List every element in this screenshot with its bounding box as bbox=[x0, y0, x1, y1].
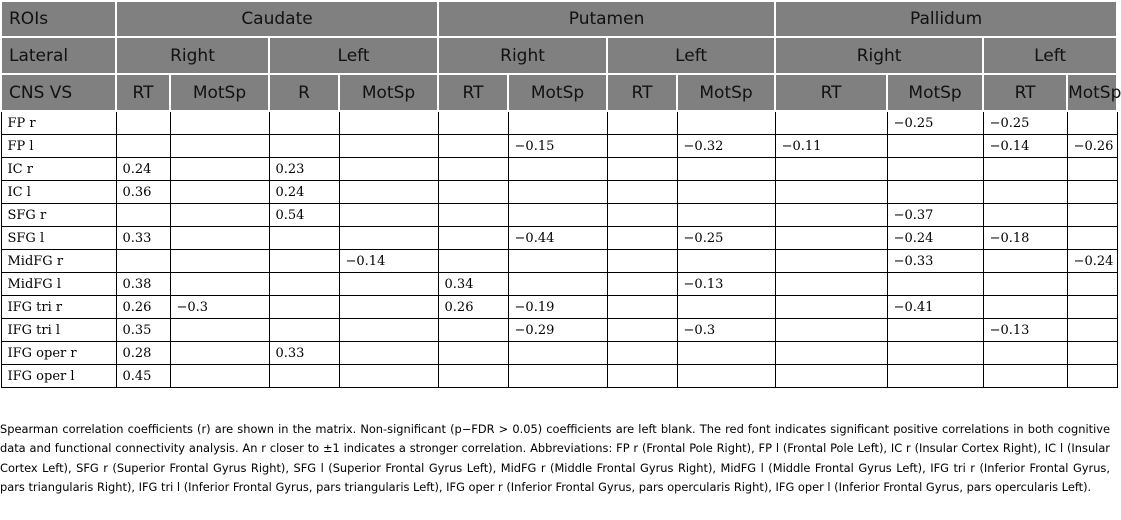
table-cell bbox=[438, 135, 508, 158]
table-cell bbox=[438, 158, 508, 181]
table-cell bbox=[677, 204, 775, 227]
table-row bbox=[1, 296, 1117, 319]
header-measure: MotSp bbox=[339, 74, 438, 111]
table-cell: −0.25 bbox=[677, 227, 775, 250]
table-cell: −0.15 bbox=[508, 135, 607, 158]
header-measure: MotSp bbox=[677, 74, 775, 111]
table-cell: −0.3 bbox=[677, 319, 775, 342]
table-cell: −0.19 bbox=[508, 296, 607, 319]
table-cell bbox=[775, 227, 887, 250]
header-measure: RT bbox=[116, 74, 170, 111]
table-row bbox=[1, 227, 1117, 250]
table-cell: −0.44 bbox=[508, 227, 607, 250]
table-cell bbox=[170, 365, 269, 388]
header-measure: R bbox=[269, 74, 339, 111]
header-rois: ROIs bbox=[1, 1, 116, 37]
table-cell bbox=[607, 273, 677, 296]
table-cell bbox=[775, 296, 887, 319]
table-cell: 0.33 bbox=[116, 227, 170, 250]
table-footnote: Spearman correlation coefficients (r) are shown in the matrix. Non-significant (p−FDR > 0.05) coefficients are left blank. The red font indicates significant positive correlations in both cognitive data and functional connectivity analysis. An r closer to ±1 indicates a stronger correlation. Abbreviations: FP r (Frontal Pole Right), FP l (Frontal Pole Left), IC r (Insular Cortex Right), IC l (Insular Cortex Left), SFG r (Superior Frontal Gyrus Right), SFG l (Superior Frontal Gyrus Left), MidFG r (Middle Frontal Gyrus Right), MidFG l (Middle Frontal Gyrus Left), IFG tri r (Inferior Frontal Gyrus, pars triangularis Right), IFG tri l (Inferior Frontal Gyrus, pars triangularis Left), IFG oper r (Inferior Frontal Gyrus, pars opercularis Right), IFG oper l (Inferior Frontal Gyrus, pars opercularis Left). bbox=[0, 422, 1110, 495]
table-row bbox=[1, 204, 1117, 227]
table-cell bbox=[116, 111, 170, 135]
table-cell bbox=[508, 111, 607, 135]
row-label: IFG tri l bbox=[1, 319, 116, 342]
table-cell bbox=[887, 319, 983, 342]
table-row bbox=[1, 273, 1117, 296]
table-cell bbox=[983, 158, 1067, 181]
table-cell: −0.37 bbox=[887, 204, 983, 227]
table-cell: −0.13 bbox=[983, 319, 1067, 342]
table-cell bbox=[1067, 342, 1117, 365]
table-cell bbox=[887, 181, 983, 204]
row-label: SFG r bbox=[1, 204, 116, 227]
table-cell: −0.41 bbox=[887, 296, 983, 319]
table-cell bbox=[438, 204, 508, 227]
table-body bbox=[1, 111, 1117, 388]
header-putamen-left: Left bbox=[607, 37, 775, 74]
table-cell bbox=[983, 296, 1067, 319]
table-cell bbox=[438, 181, 508, 204]
table-cell bbox=[170, 111, 269, 135]
table-cell bbox=[983, 342, 1067, 365]
table-cell bbox=[1067, 111, 1117, 135]
table-cell bbox=[269, 365, 339, 388]
table-cell bbox=[170, 250, 269, 273]
table-cell bbox=[508, 250, 607, 273]
table-cell bbox=[983, 365, 1067, 388]
table-cell bbox=[983, 181, 1067, 204]
row-label: IC l bbox=[1, 181, 116, 204]
table-cell bbox=[887, 158, 983, 181]
table-cell bbox=[339, 296, 438, 319]
table-cell bbox=[438, 227, 508, 250]
table-cell bbox=[775, 319, 887, 342]
table-row bbox=[1, 181, 1117, 204]
table-cell bbox=[1067, 204, 1117, 227]
row-label: IFG oper l bbox=[1, 365, 116, 388]
table-cell bbox=[508, 204, 607, 227]
table-cell: −0.29 bbox=[508, 319, 607, 342]
table-cell bbox=[339, 273, 438, 296]
table-cell bbox=[607, 227, 677, 250]
table-cell bbox=[775, 181, 887, 204]
table-cell: 0.33 bbox=[269, 342, 339, 365]
header-caudate-left: Left bbox=[269, 37, 438, 74]
table-cell bbox=[508, 273, 607, 296]
table-cell bbox=[1067, 296, 1117, 319]
table-cell: 0.38 bbox=[116, 273, 170, 296]
table-cell bbox=[677, 181, 775, 204]
table-cell bbox=[775, 158, 887, 181]
table-cell bbox=[438, 319, 508, 342]
table-cell bbox=[887, 365, 983, 388]
table-cell: −0.26 bbox=[1067, 135, 1117, 158]
table-cell bbox=[887, 273, 983, 296]
table-header bbox=[1, 1, 1121, 111]
table-cell bbox=[170, 342, 269, 365]
table-cell bbox=[170, 227, 269, 250]
row-label: MidFG r bbox=[1, 250, 116, 273]
header-caudate: Caudate bbox=[116, 1, 438, 37]
table-cell: −0.13 bbox=[677, 273, 775, 296]
table-cell bbox=[269, 273, 339, 296]
table-cell bbox=[170, 204, 269, 227]
table-cell bbox=[677, 365, 775, 388]
table-cell: −0.32 bbox=[677, 135, 775, 158]
table-cell bbox=[269, 135, 339, 158]
table-cell bbox=[339, 342, 438, 365]
table-cell bbox=[1067, 319, 1117, 342]
table-cell bbox=[607, 111, 677, 135]
table-cell bbox=[438, 342, 508, 365]
table-cell bbox=[607, 135, 677, 158]
table-cell bbox=[607, 250, 677, 273]
table-cell bbox=[607, 319, 677, 342]
table-cell bbox=[438, 365, 508, 388]
table-cell: 0.54 bbox=[269, 204, 339, 227]
table-cell bbox=[339, 227, 438, 250]
header-measure: MotSp bbox=[1067, 74, 1117, 111]
table-cell: −0.18 bbox=[983, 227, 1067, 250]
header-measure: MotSp bbox=[508, 74, 607, 111]
table-cell bbox=[775, 342, 887, 365]
row-label: IFG oper r bbox=[1, 342, 116, 365]
row-label: SFG l bbox=[1, 227, 116, 250]
table-cell bbox=[887, 135, 983, 158]
table-cell bbox=[607, 181, 677, 204]
row-label: IFG tri r bbox=[1, 296, 116, 319]
table-cell bbox=[775, 273, 887, 296]
table-cell: −0.25 bbox=[983, 111, 1067, 135]
table-cell: 0.36 bbox=[116, 181, 170, 204]
table-cell: −0.11 bbox=[775, 135, 887, 158]
table-cell bbox=[775, 365, 887, 388]
table-cell bbox=[677, 158, 775, 181]
table-cell bbox=[116, 135, 170, 158]
header-caudate-right: Right bbox=[116, 37, 269, 74]
table-cell bbox=[339, 111, 438, 135]
header-row-lateral bbox=[1, 37, 1117, 74]
header-row-measures bbox=[1, 74, 1117, 111]
table-cell bbox=[170, 273, 269, 296]
table-cell bbox=[170, 319, 269, 342]
table-cell bbox=[775, 250, 887, 273]
table-cell bbox=[677, 111, 775, 135]
table-cell: 0.45 bbox=[116, 365, 170, 388]
header-putamen: Putamen bbox=[438, 1, 775, 37]
table-cell bbox=[339, 319, 438, 342]
table-cell bbox=[677, 250, 775, 273]
row-label: FP r bbox=[1, 111, 116, 135]
table-cell bbox=[887, 342, 983, 365]
header-row-rois bbox=[1, 1, 1117, 37]
table-cell bbox=[508, 365, 607, 388]
table-cell: −0.24 bbox=[887, 227, 983, 250]
header-measure: RT bbox=[438, 74, 508, 111]
table-cell bbox=[170, 181, 269, 204]
header-measure: MotSp bbox=[170, 74, 269, 111]
table-row bbox=[1, 135, 1117, 158]
table-row bbox=[1, 342, 1117, 365]
table-cell bbox=[983, 250, 1067, 273]
table-cell: −0.14 bbox=[339, 250, 438, 273]
table-cell bbox=[269, 250, 339, 273]
table-cell bbox=[1067, 365, 1117, 388]
row-label: IC r bbox=[1, 158, 116, 181]
header-pallidum-right: Right bbox=[775, 37, 983, 74]
table-cell bbox=[677, 296, 775, 319]
table-cell: −0.25 bbox=[887, 111, 983, 135]
table-cell bbox=[339, 181, 438, 204]
table-cell bbox=[983, 204, 1067, 227]
table-cell: 0.28 bbox=[116, 342, 170, 365]
table-cell bbox=[339, 204, 438, 227]
table-cell: −0.33 bbox=[887, 250, 983, 273]
header-measure: RT bbox=[983, 74, 1067, 111]
table-row bbox=[1, 365, 1117, 388]
table-cell bbox=[1067, 158, 1117, 181]
table-cell bbox=[269, 227, 339, 250]
header-putamen-right: Right bbox=[438, 37, 607, 74]
table-cell: 0.35 bbox=[116, 319, 170, 342]
table-cell: 0.24 bbox=[269, 181, 339, 204]
table-cell bbox=[438, 250, 508, 273]
table-row bbox=[1, 158, 1117, 181]
table-cell bbox=[775, 204, 887, 227]
table-cell: 0.24 bbox=[116, 158, 170, 181]
header-measure: MotSp bbox=[887, 74, 983, 111]
table-cell bbox=[170, 158, 269, 181]
table-cell bbox=[983, 273, 1067, 296]
row-label: FP l bbox=[1, 135, 116, 158]
table-cell bbox=[508, 181, 607, 204]
table-cell bbox=[170, 135, 269, 158]
table-cell bbox=[775, 111, 887, 135]
table-cell: −0.3 bbox=[170, 296, 269, 319]
header-measure: RT bbox=[607, 74, 677, 111]
table-cell bbox=[677, 342, 775, 365]
table-row bbox=[1, 111, 1117, 135]
table-row bbox=[1, 319, 1117, 342]
header-measure: RT bbox=[775, 74, 887, 111]
header-cns-vs: CNS VS bbox=[1, 74, 116, 111]
table-cell bbox=[438, 111, 508, 135]
table-cell bbox=[116, 204, 170, 227]
table-cell bbox=[607, 204, 677, 227]
table-cell bbox=[339, 365, 438, 388]
table-row bbox=[1, 250, 1117, 273]
table-cell bbox=[508, 342, 607, 365]
table-cell: 0.26 bbox=[438, 296, 508, 319]
table-cell bbox=[339, 158, 438, 181]
table-cell bbox=[339, 135, 438, 158]
table-cell: 0.23 bbox=[269, 158, 339, 181]
table-cell bbox=[269, 111, 339, 135]
row-label: MidFG l bbox=[1, 273, 116, 296]
table-cell bbox=[116, 250, 170, 273]
table-cell bbox=[607, 342, 677, 365]
table-cell: −0.14 bbox=[983, 135, 1067, 158]
table-cell bbox=[1067, 181, 1117, 204]
table-cell bbox=[508, 158, 607, 181]
table-cell bbox=[607, 296, 677, 319]
table-cell bbox=[1067, 273, 1117, 296]
header-pallidum: Pallidum bbox=[775, 1, 1117, 37]
table-cell bbox=[607, 365, 677, 388]
table-cell bbox=[1067, 227, 1117, 250]
table-cell: −0.24 bbox=[1067, 250, 1117, 273]
table-cell bbox=[607, 158, 677, 181]
header-pallidum-left: Left bbox=[983, 37, 1117, 74]
table-cell bbox=[269, 319, 339, 342]
table-cell bbox=[269, 296, 339, 319]
header-lateral: Lateral bbox=[1, 37, 116, 74]
table-cell: 0.34 bbox=[438, 273, 508, 296]
table-cell: 0.26 bbox=[116, 296, 170, 319]
